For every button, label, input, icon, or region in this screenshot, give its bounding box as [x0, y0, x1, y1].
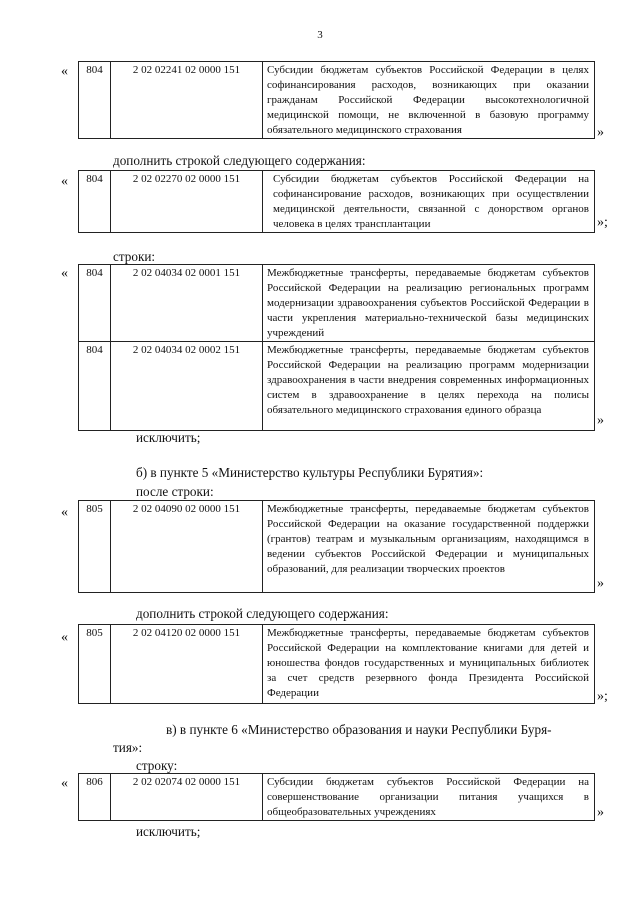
budget-classification-code: 2 02 04034 02 0001 151: [111, 265, 263, 342]
instruction-text: строку:: [136, 758, 178, 773]
budget-classification-code: 2 02 02270 02 0000 151: [111, 171, 263, 233]
budget-code-table: [78, 500, 595, 593]
admin-code: 806: [79, 774, 111, 821]
opening-quote: «: [61, 174, 68, 189]
table-row: [79, 62, 595, 139]
table-row: [79, 625, 595, 704]
section-heading: в) в пункте 6 «Министерство образования и науки Республики Буря-: [166, 722, 552, 737]
table-row: [79, 265, 595, 342]
budget-code-table: [78, 773, 595, 821]
budget-code-table: [78, 170, 595, 233]
closing-quote: »: [597, 805, 604, 820]
admin-code: 805: [79, 625, 111, 704]
opening-quote: «: [61, 776, 68, 791]
instruction-text: дополнить строкой следующего содержания:: [113, 153, 366, 168]
instruction-text: дополнить строкой следующего содержания:: [136, 606, 389, 621]
opening-quote: «: [61, 630, 68, 645]
budget-classification-code: 2 02 04090 02 0000 151: [111, 501, 263, 593]
admin-code: 804: [79, 265, 111, 342]
budget-code-table: [78, 61, 595, 139]
budget-classification-code: 2 02 02074 02 0000 151: [111, 774, 263, 821]
section-heading-continued: тия»:: [113, 740, 143, 755]
instruction-text: исключить;: [136, 430, 201, 445]
table-row: [79, 501, 595, 593]
budget-code-table: [78, 264, 595, 431]
revenue-description: Межбюджетные трансферты, передаваемые бюджетам субъектов Российской Федерации на реализацию региональных программ модернизации здравоохранения субъектов Российской Федерации в части укрепления материально-технической базы медицинских учреждений: [263, 265, 595, 342]
table-row: [79, 774, 595, 821]
closing-quote: »: [597, 576, 604, 591]
budget-code-table: [78, 624, 595, 704]
admin-code: 804: [79, 171, 111, 233]
budget-classification-code: 2 02 02241 02 0000 151: [111, 62, 263, 139]
revenue-description: Субсидии бюджетам субъектов Российской Федерации в целях софинансирования расходов, возникающих при оказании гражданам Российской Федерации высокотехнологичной медицинской помощи, не включенной в базовую программу обязательного медицинского страхования: [263, 62, 595, 139]
table-row: [79, 342, 595, 431]
table-row: [79, 171, 595, 233]
opening-quote: «: [61, 505, 68, 520]
budget-classification-code: 2 02 04034 02 0002 151: [111, 342, 263, 431]
instruction-text: строки:: [113, 249, 156, 264]
admin-code: 805: [79, 501, 111, 593]
instruction-text: исключить;: [136, 824, 201, 839]
revenue-description: Субсидии бюджетам субъектов Российской Федерации на совершенствование организации питания учащихся в общеобразовательных учреждениях: [263, 774, 595, 821]
revenue-description: Межбюджетные трансферты, передаваемые бюджетам субъектов Российской Федерации на оказание государственной поддержки (грантов) театрам и музыкальным организациям, находящимся в ведении субъектов Российской Федерации и муниципальных образований, для реализации творческих проектов: [263, 501, 595, 593]
revenue-description: Межбюджетные трансферты, передаваемые бюджетам субъектов Российской Федерации на комплектование книгами для детей и юношества фондов государственных и муниципальных библиотек за счет средств резервного фонда Президента Российской Федерации: [263, 625, 595, 704]
closing-quote: »: [597, 413, 604, 428]
opening-quote: «: [61, 64, 68, 79]
admin-code: 804: [79, 62, 111, 139]
instruction-text: после строки:: [136, 484, 214, 499]
opening-quote: «: [61, 266, 68, 281]
revenue-description: Субсидии бюджетам субъектов Российской Федерации на софинансирование расходов, возникающих при осуществлении медицинской деятельности, связанной с донорством органов человека в целях трансплантации: [263, 171, 595, 233]
section-heading: б) в пункте 5 «Министерство культуры Республики Бурятия»:: [136, 465, 484, 480]
admin-code: 804: [79, 342, 111, 431]
closing-quote: »;: [597, 689, 608, 704]
budget-classification-code: 2 02 04120 02 0000 151: [111, 625, 263, 704]
revenue-description: Межбюджетные трансферты, передаваемые бюджетам субъектов Российской Федерации на реализацию программ модернизации здравоохранения в части внедрения современных информационных систем в здравоохранение в целях перехода на полисы обязательного медицинского страхования единого образца: [263, 342, 595, 431]
closing-quote: »;: [597, 215, 608, 230]
page-number: 3: [317, 29, 323, 41]
closing-quote: »: [597, 125, 604, 140]
